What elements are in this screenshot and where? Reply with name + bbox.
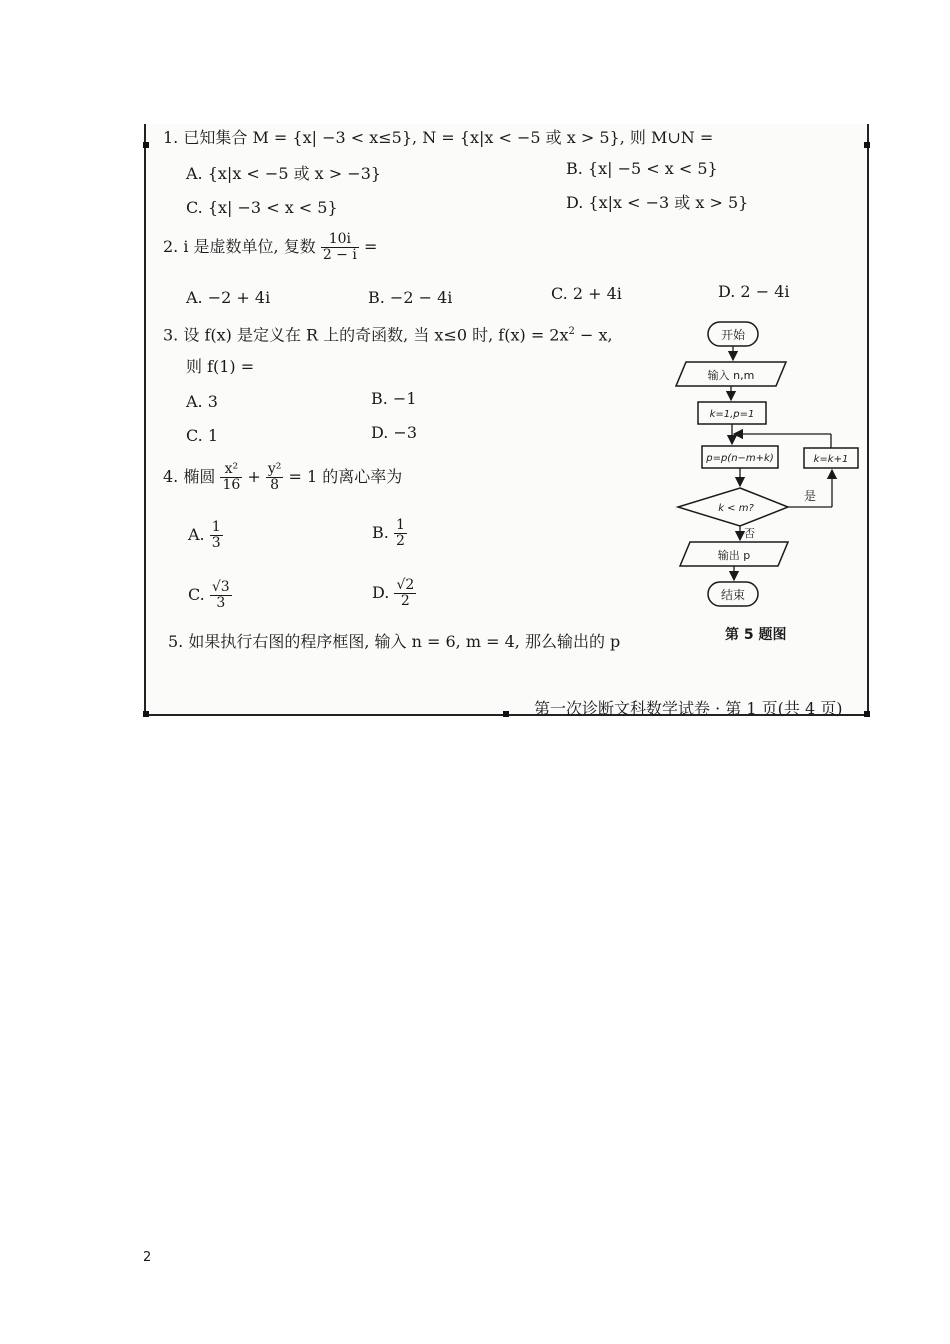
q5-stem: 5. 如果执行右图的程序框图, 输入 n = 6, m = 4, 那么输出的 p [168,632,621,651]
q3-option-a: A. 3 [186,392,218,411]
q1-option-a: A. {x|x < −5 或 x > −3} [186,164,382,183]
q4-a-den: 3 [211,535,221,551]
flow-condition-text: k < m? [718,503,754,514]
corner-mark-br [864,711,870,717]
q4-c-label: C. [188,585,205,604]
q4-plus: + [247,467,261,486]
q4-d-num: √2 [396,577,415,593]
q3-stem [163,322,613,345]
q4-c-num: √3 [211,579,230,595]
q4-b-den: 2 [395,533,405,549]
q2-option-c: C. 2 + 4i [551,284,622,303]
q3-option-c: C. 1 [186,426,219,445]
q2-option-a: A. −2 + 4i [186,288,271,307]
q4-option-d [372,578,416,609]
q2-option-d: D. 2 − 4i [718,282,790,301]
q2-option-b: B. −2 − 4i [368,288,453,307]
flow-output-text: 输出 p [717,549,751,562]
q1-option-d: D. {x|x < −3 或 x > 5} [566,193,749,212]
q4-d-den: 2 [394,593,416,609]
q4-option-c [188,580,232,611]
q4-option-a [188,520,223,551]
flow-no-label: 否 [744,527,755,540]
q4-b-num: 1 [395,517,405,533]
q4-f1-num: x² [224,461,239,477]
q4-c-fraction [210,580,232,611]
flow-input-text: 输入 n,m [707,369,755,382]
q4-option-b [372,518,407,549]
q2-stem-suffix: = [363,237,378,256]
q3-stem-suffix: − x, [574,325,613,345]
q1-stem: 1. 已知集合 M = {x| −3 < x≤5}, N = {x|x < −5 或 x > 5}, 则 M∪N = [163,128,714,147]
flow-init-text: k=1,p=1 [709,409,755,420]
page-footer: 第一次诊断文科数学试卷 · 第 1 页(共 4 页) [534,699,843,718]
q2-stem [163,232,377,263]
q4-a-fraction [210,520,223,551]
flow-yes-label: 是 [804,489,817,503]
q4-a-label: A. [188,525,205,544]
q4-b-label: B. [372,523,389,542]
corner-mark-bl [143,711,149,717]
q4-d-fraction [394,578,416,609]
page-number: 2 [143,1250,152,1265]
q2-frac-num: 10i [328,231,351,247]
q2-frac-den: 2 − i [322,247,357,263]
q4-stem-prefix: 4. 椭圆 [163,467,216,486]
q4-f2-den: 8 [266,477,284,493]
q3-stem-sup: 2 [568,326,575,337]
q4-b-fraction [394,518,407,549]
corner-mark-bm [503,711,509,717]
q4-fraction-x [220,462,242,493]
flowchart-caption: 第 5 题图 [725,627,787,643]
q3-stem-prefix: 3. 设 f(x) 是定义在 R 上的奇函数, 当 x≤0 时, f(x) = 2x [163,325,569,345]
flowchart [670,318,870,618]
q3-line2: 则 f(1) = [186,357,255,376]
q3-option-d: D. −3 [371,423,418,442]
q4-a-num: 1 [211,519,221,535]
q2-stem-prefix: 2. i 是虚数单位, 复数 [163,237,316,256]
flow-start-text: 开始 [720,328,746,342]
q1-option-c: C. {x| −3 < x < 5} [186,198,338,217]
q3-option-b: B. −1 [371,389,417,408]
q4-fraction-y [266,462,284,493]
q4-f1-den: 16 [222,477,241,493]
flow-increment-text: k=k+1 [813,454,849,465]
q1-option-b: B. {x| −5 < x < 5} [566,159,718,178]
q4-stem [163,462,402,493]
q2-fraction [321,232,359,263]
q4-d-label: D. [372,583,390,602]
q4-c-den: 3 [210,595,232,611]
q4-f2-num: y² [267,461,282,477]
corner-mark-tl [143,142,149,148]
q4-stem-suffix: = 1 的离心率为 [288,467,403,486]
flow-process-text: p=p(n−m+k) [706,453,774,464]
corner-mark-tr [864,142,870,148]
flow-end-text: 结束 [720,588,746,602]
